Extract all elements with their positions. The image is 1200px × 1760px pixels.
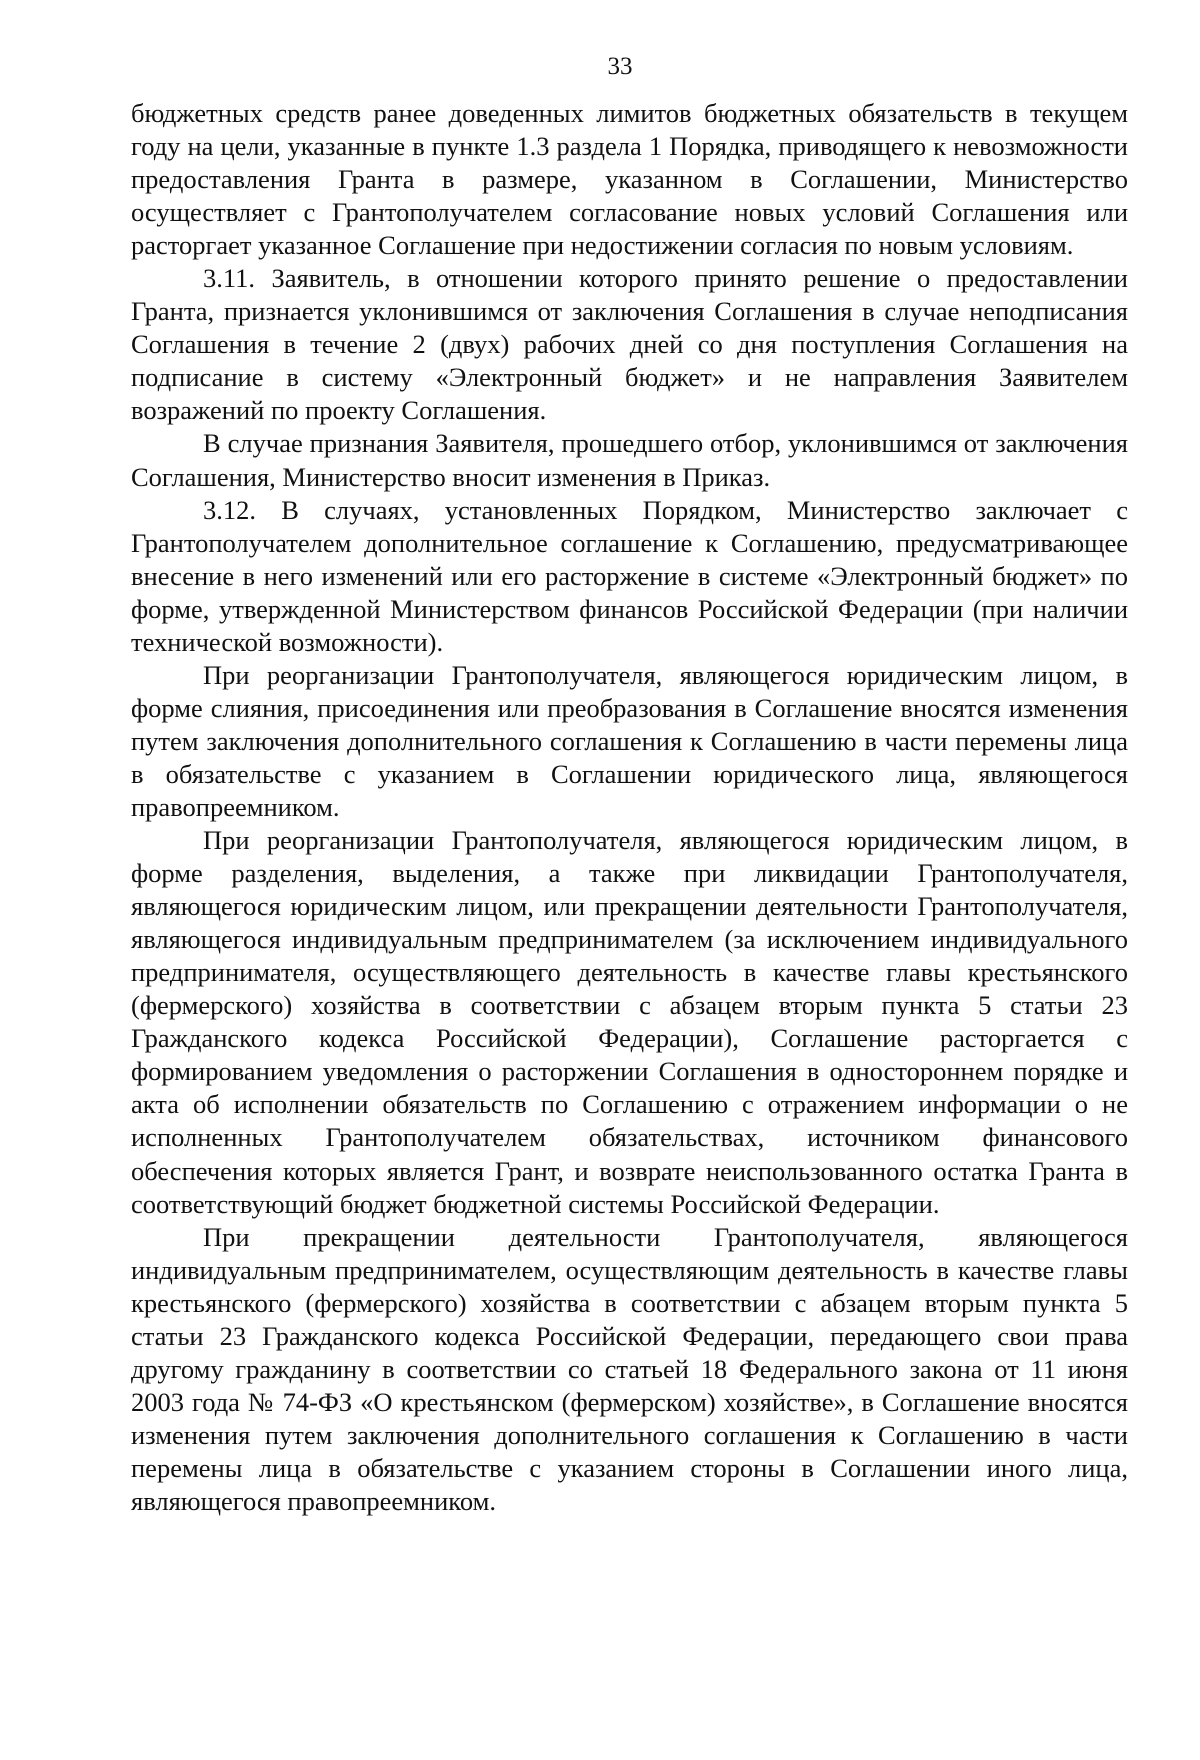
paragraph-reorganization-division: При реорганизации Грантополучателя, являющегося юридическим лицом, в форме разделения, выделения, а также при ликвидации Грантополучателя, являющегося юридическим лицом, или прекращении деятельности Грантополучателя, являющегося индивидуальным предпринимателем (за исключением индивидуального предпринимателя, осуществляющего деятельность в качестве главы крестьянского (фермерского) хозяйства в соответствии с абзацем вторым пункта 5 статьи 23 Гражданского кодекса Российской Федерации), Соглашение расторгается с формированием уведомления о расторжении Соглашения в одностороннем порядке и акта об исполнении обязательств по Соглашению с отражением информации о не исполненных Грантополучателем обязательствах, источником финансового обеспечения которых является Грант, и возврате неиспользованного остатка Гранта в соответствующий бюджет бюджетной системы Российской Федерации. xyxy=(131,825,1128,1219)
paragraph-3-11: 3.11. Заявитель, в отношении которого принято решение о предоставлении Гранта, признается уклонившимся от заключения Соглашения в случае неподписания Соглашения в течение 2 (двух) рабочих дней со дня поступления Соглашения на подписание в систему «Электронный бюджет» и не направления Заявителем возражений по проекту Соглашения. xyxy=(131,263,1128,426)
paragraph-evasion-case: В случае признания Заявителя, прошедшего отбор, уклонившимся от заключения Соглашения, Министерство вносит изменения в Приказ. xyxy=(131,428,1128,492)
document-body xyxy=(131,97,1128,1518)
paragraph-continuation: бюджетных средств ранее доведенных лимитов бюджетных обязательств в текущем году на цели, указанные в пункте 1.3 раздела 1 Порядка, приводящего к невозможности предоставления Гранта в размере, указанном в Соглашении, Министерство осуществляет с Грантополучателем согласование новых условий Соглашения или расторгает указанное Соглашение при недостижении согласия по новым условиям. xyxy=(131,98,1128,261)
paragraph-reorganization-merger: При реорганизации Грантополучателя, являющегося юридическим лицом, в форме слияния, присоединения или преобразования в Соглашение вносятся изменения путем заключения дополнительного соглашения к Соглашению в части перемены лица в обязательстве с указанием в Соглашении юридического лица, являющегося правопреемником. xyxy=(131,659,1128,822)
page-number: 33 xyxy=(607,53,633,80)
paragraph-farm-termination: При прекращении деятельности Грантополучателя, являющегося индивидуальным предпринимателем, осуществляющим деятельность в качестве главы крестьянского (фермерского) хозяйства в соответствии с абзацем вторым пункта 5 статьи 23 Гражданского кодекса Российской Федерации, передающего свои права другому гражданину в соответствии со статьей 18 Федерального закона от 11 июня 2003 года № 74-ФЗ «О крестьянском (фермерском) хозяйстве», в Соглашение вносятся изменения путем заключения дополнительного соглашения к Соглашению в части перемены лица в обязательстве с указанием стороны в Соглашении иного лица, являющегося правопреемником. xyxy=(131,1221,1128,1516)
paragraph-3-12: 3.12. В случаях, установленных Порядком, Министерство заключает с Грантополучателем дополнительное соглашение к Соглашению, предусматривающее внесение в него изменений или его расторжение в системе «Электронный бюджет» по форме, утвержденной Министерством финансов Российской Федерации (при наличии технической возможности). xyxy=(131,494,1128,657)
